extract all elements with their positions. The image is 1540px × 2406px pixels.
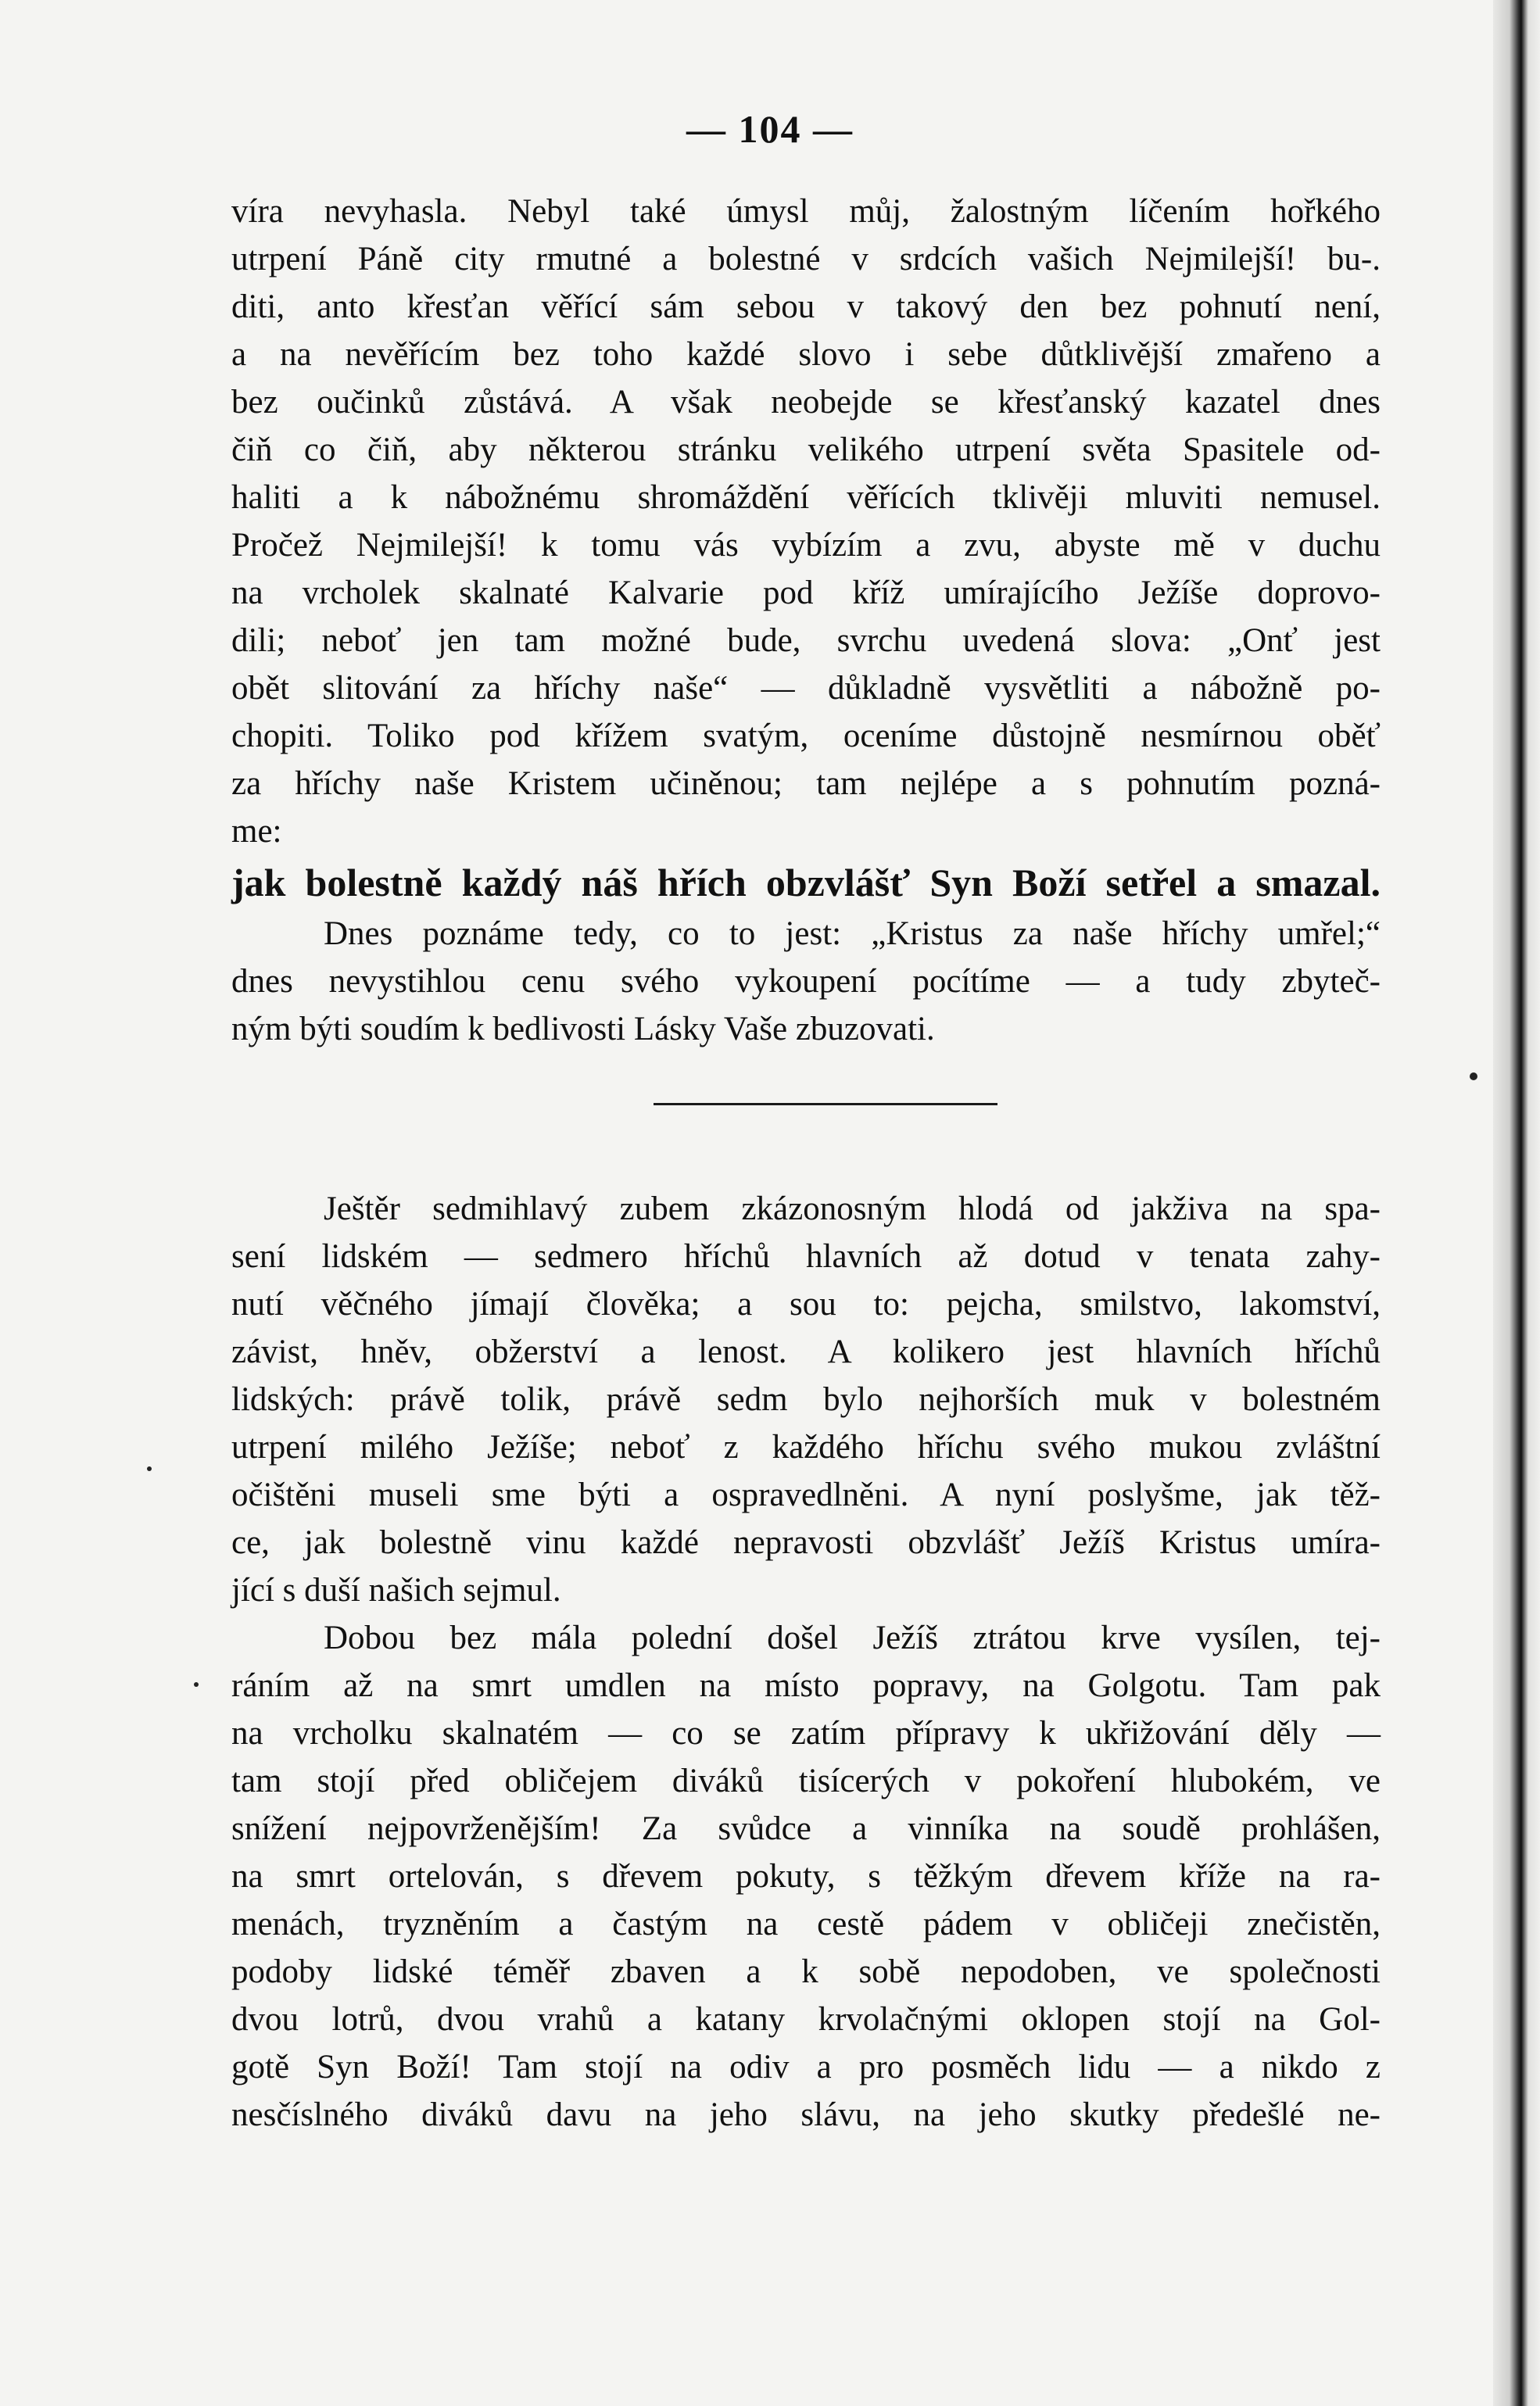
page-binding-edge <box>1493 0 1540 2406</box>
text-line: Dnes poznáme tedy, co to jest: „Kristus za naše hříchy umřel;“ <box>324 915 1381 952</box>
text-line: menách, tryzněním a častým na cestě pádem v obličeji znečistěn, <box>231 1906 1381 1942</box>
text-line: podoby lidské téměř zbaven a k sobě nepodoben, ve společnosti <box>231 1953 1381 1990</box>
section-divider <box>654 1103 997 1105</box>
text-line: na smrt ortelován, s dřevem pokuty, s těžkým dřevem kříže na ra- <box>231 1858 1381 1895</box>
text-line: nutí věčného jímají člověka; a sou to: pejcha, smilstvo, lakomství, <box>231 1286 1381 1323</box>
text-line: gotě Syn Boží! Tam stojí na odiv a pro posměch lidu — a nikdo z <box>231 2049 1381 2086</box>
text-line: Pročež Nejmilejší! k tomu vás vybízím a zvu, abyste mě v duchu <box>231 527 1381 564</box>
text-line: závist, hněv, obžerství a lenost. A kolikero jest hlavních hříchů <box>231 1334 1381 1370</box>
text-line: snížení nejpovrženějším! Za svůdce a vinníka na soudě prohlášen, <box>231 1810 1381 1847</box>
text-line: sení lidském — sedmero hříchů hlavních až dotud v tenata zahy- <box>231 1238 1381 1275</box>
text-line: víra nevyhasla. Nebyl také úmysl můj, žalostným líčením hořkého <box>231 193 1381 230</box>
paragraph-body <box>231 1185 1381 2139</box>
emphasized-thesis: jak bolestně každý náš hřích obzvlášť Syn Boží setřel a smazal. <box>231 861 1381 904</box>
text-line: a na nevěřícím bez toho každé slovo i sebe důtklivější zmařeno a <box>231 336 1381 373</box>
text-line: dvou lotrů, dvou vrahů a katany krvolačnými oklopen stojí na Gol- <box>231 2001 1381 2038</box>
text-line: ným býti soudím k bedlivosti Lásky Vaše zbuzovati. <box>231 1011 935 1047</box>
text-line: čiň co čiň, aby některou stránku velikého utrpení světa Spasitele od- <box>231 431 1381 468</box>
text-line: Dobou bez mála polední došel Ježíš ztrátou krve vysílen, tej- <box>324 1620 1381 1656</box>
text-line: utrpení milého Ježíše; neboť z každého hříchu svého mukou zvláštní <box>231 1429 1381 1466</box>
text-line: lidských: právě tolik, právě sedm bylo nejhorších muk v bolestném <box>231 1381 1381 1418</box>
text-line: bez oučinků zůstává. A však neobejde se křesťanský kazatel dnes <box>231 384 1381 421</box>
paragraph-intro <box>231 188 1381 1053</box>
text-line: dnes nevystihlou cenu svého vykoupení pocítíme — a tudy zbyteč- <box>231 963 1381 1000</box>
text-line: jící s duší našich sejmul. <box>231 1572 561 1609</box>
text-line: ráním až na smrt umdlen na místo popravy, na Golgotu. Tam pak <box>231 1667 1381 1704</box>
scan-speck <box>147 1466 152 1471</box>
text-line: chopiti. Toliko pod křížem svatým, oceníme důstojně nesmírnou oběť <box>231 718 1381 754</box>
text-line: na vrcholku skalnatém — co se zatím přípravy k ukřižování děly — <box>231 1715 1381 1752</box>
text-line: haliti a k nábožnému shromáždění věřících tklivěji mluviti nemusel. <box>231 479 1381 516</box>
text-line: diti, anto křesťan věřící sám sebou v takový den bez pohnutí není, <box>231 288 1381 325</box>
page-number: — 104 — <box>686 107 854 151</box>
text-line: nesčíslného diváků davu na jeho slávu, na jeho skutky předešlé ne- <box>231 2096 1381 2133</box>
text-line: za hříchy naše Kristem učiněnou; tam nejlépe a s pohnutím pozná- <box>231 765 1381 802</box>
text-line: utrpení Páně city rmutné a bolestné v srdcích vašich Nejmilejší! bu-. <box>231 241 1381 277</box>
text-line: dili; neboť jen tam možné bude, svrchu uvedená slova: „Onť jest <box>231 622 1381 659</box>
text-line: na vrcholek skalnaté Kalvarie pod kříž umírajícího Ježíše doprovo- <box>231 575 1381 611</box>
text-line: obět slitování za hříchy naše“ — důkladně vysvětliti a nábožně po- <box>231 670 1381 707</box>
scan-speck <box>1470 1072 1477 1080</box>
scan-speck <box>194 1682 199 1687</box>
text-line: tam stojí před obličejem diváků tisícerých v pokoření hlubokém, ve <box>231 1763 1381 1799</box>
text-line: me: <box>231 813 282 850</box>
text-line: očištěni museli sme býti a ospravedlněni. A nyní poslyšme, jak těž- <box>231 1477 1381 1513</box>
text-line: ce, jak bolestně vinu každé nepravosti obzvlášť Ježíš Kristus umíra- <box>231 1524 1381 1561</box>
text-line: Ještěr sedmihlavý zubem zkázonosným hlodá od jakživa na spa- <box>324 1190 1381 1227</box>
